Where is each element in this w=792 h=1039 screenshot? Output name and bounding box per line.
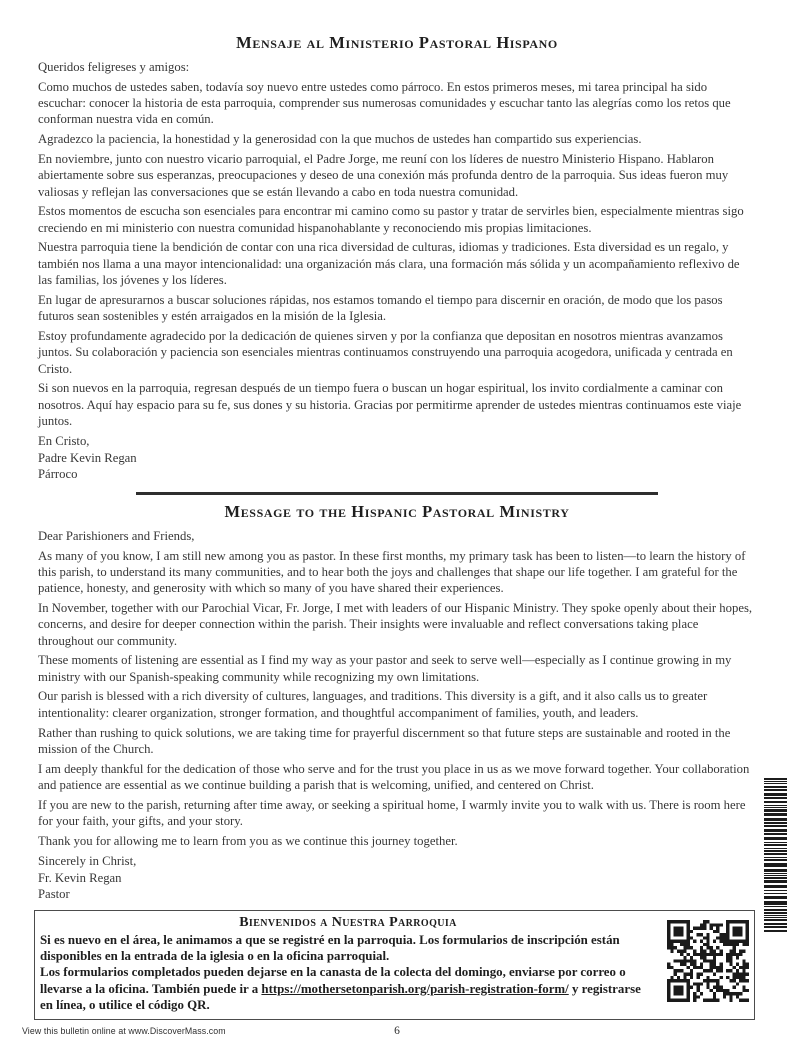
paragraph: Agradezco la paciencia, la honestidad y la generosidad con la que muchos de ustedes han compartido sus experiencias. bbox=[38, 132, 642, 147]
page-number: 6 bbox=[394, 1024, 400, 1037]
english-message-section bbox=[38, 502, 756, 903]
paragraph: These moments of listening are essential as I find my way as your pastor and seek to serve well—especially as I continue growing in my ministry with our Spanish-speaking community while recognizing my own limitations. bbox=[38, 653, 732, 684]
paragraph: As many of you know, I am still new among you as pastor. In these first months, my primary task has been to listen—to learn the history of this parish, to understand its many communities, and to hear both the joys and challenges that shape our life together. I am grateful for the patience, honesty, and generosity with which so many of you have shared their experiences. bbox=[38, 548, 746, 596]
page-footer bbox=[22, 1024, 756, 1039]
welcome-registration-box bbox=[34, 910, 755, 1020]
paragraph: Estoy profundamente agradecido por la dedicación de quienes sirven y por la confianza que depositan en nosotros mientras avanzamos juntos. Su colaboración y paciencia son esenciales mientras continuamos construyendo una parroquia acogedora, unificada y centrada en Cristo. bbox=[38, 328, 733, 376]
welcome-paragraph-2-text: Los formularios completados pueden dejarse en la canasta de la colecta del domingo, enviarse por correo o llevarse a la oficina. También puede ir a bbox=[40, 965, 626, 996]
salutation: Dear Parishioners and Friends, bbox=[38, 528, 195, 543]
closing-line: Fr. Kevin Regan bbox=[38, 870, 122, 885]
welcome-paragraph-1: Si es nuevo en el área, le animamos a que se registré en la parroquia. Los formularios de inscripción están disponibles en la entrada de la iglesia o en la oficina parroquial. bbox=[40, 932, 620, 963]
bulletin-online-note: View this bulletin online at www.DiscoverMass.com bbox=[22, 1025, 226, 1036]
closing-line: Pastor bbox=[38, 887, 70, 902]
paragraph: Si son nuevos en la parroquia, regresan después de un tiempo fuera o buscan un hogar espiritual, los invito cordialmente a caminar con nosotros. Aquí hay espacio para su fe, sus dones y su historia. Gracias por permitirme aprender de ustedes mientras continuamos este viaje juntos. bbox=[38, 381, 742, 428]
spanish-signature bbox=[38, 433, 756, 483]
qr-code-icon bbox=[667, 920, 749, 1002]
english-signature bbox=[38, 853, 756, 903]
welcome-paragraph-2 bbox=[40, 964, 656, 1013]
paragraph: Estos momentos de escucha son esenciales para encontrar mi camino como su pastor y tratar de servirles bien, especialmente mientras sigo creciendo en mi ministerio con nuestra comunidad hispanohablante y reconociendo mis propias limitaciones. bbox=[38, 204, 744, 235]
english-section-title: Message to the Hispanic Pastoral Ministry bbox=[224, 501, 570, 521]
paragraph: Thank you for allowing me to learn from you as we continue this journey together. bbox=[38, 833, 458, 848]
barcode-icon bbox=[764, 778, 787, 933]
paragraph: If you are new to the parish, returning after time away, or seeking a spiritual home, I warmly invite you to walk with us. There is room here for your faith, your gifts, and your story. bbox=[38, 797, 746, 828]
spanish-body bbox=[38, 59, 756, 483]
paragraph: Como muchos de ustedes saben, todavía soy nuevo entre ustedes como párroco. En estos primeros meses, mi tarea principal ha sido escuchar: conocer la historia de esta parroquia, comprender sus numerosas comunidades y escuchar tanto las alegrías como los retos que conforman nuestra vida en común. bbox=[38, 79, 731, 127]
paragraph: En noviembre, junto con nuestro vicario parroquial, el Padre Jorge, me reuní con los líderes de nuestro Ministerio Hispano. Hablaron abiertamente sobre sus esperanzas, preocupaciones y deseo de una conexión más profunda dentro de la parroquia. Sus ideas fueron muy valiosas y reflejan las conversaciones que se están llevando a cabo en toda nuestra comunidad. bbox=[38, 151, 729, 199]
spanish-message-section bbox=[38, 33, 756, 483]
parish-registration-link[interactable]: https://mothersetonparish.org/parish-registration-form/ bbox=[261, 981, 569, 996]
paragraph: In November, together with our Parochial Vicar, Fr. Jorge, I met with leaders of our Hispanic Ministry. They spoke openly about their hopes, concerns, and desire for deeper connection within the parish. Their insights were invaluable and reflect conversations taking place throughout our community. bbox=[38, 600, 753, 648]
welcome-box-title: Bienvenidos a Nuestra Parroquia bbox=[239, 914, 457, 930]
closing-line: Padre Kevin Regan bbox=[38, 450, 137, 465]
paragraph: I am deeply thankful for the dedication of those who serve and for the trust you place in us as we move forward together. Your collaboration and patience are essential as we continue building a parish that is welcoming, unified, and centered on Christ. bbox=[38, 761, 750, 792]
section-divider bbox=[136, 492, 658, 495]
salutation: Queridos feligreses y amigos: bbox=[38, 60, 190, 74]
paragraph: Our parish is blessed with a rich diversity of cultures, languages, and traditions. This diversity is a gift, and it also calls us to greater intentionality: clearer organization, stronger formation, and thoughtful accompaniment of families, youth, and leaders. bbox=[38, 689, 708, 720]
paragraph: Nuestra parroquia tiene la bendición de contar con una rica diversidad de culturas, idiomas y tradiciones. Esta diversidad es un regalo, y también nos llama a una mayor intencionalidad: una organización más clara, una formación más sólida y un acompañamiento reflexivo de las familias, los jóvenes y los líderes. bbox=[38, 240, 740, 288]
welcome-paragraph-2-tail: y registrarse en línea, o utilice el código QR. bbox=[40, 981, 641, 1013]
english-body bbox=[38, 528, 756, 903]
paragraph: En lugar de apresurarnos a buscar soluciones rápidas, nos estamos tomando el tiempo para discernir en oración, de modo que los pasos futuros sean sostenibles y estén arraigados en la misión de la Iglesia. bbox=[38, 292, 723, 324]
closing-line: Párroco bbox=[38, 467, 78, 482]
spanish-section-title: Mensaje al Ministerio Pastoral Hispano bbox=[236, 33, 558, 52]
closing-line: En Cristo, bbox=[38, 434, 90, 449]
paragraph: Rather than rushing to quick solutions, we are taking time for prayerful discernment so that future steps are sustainable and rooted in the mission of the Church. bbox=[38, 725, 731, 756]
closing-line: Sincerely in Christ, bbox=[38, 854, 137, 869]
